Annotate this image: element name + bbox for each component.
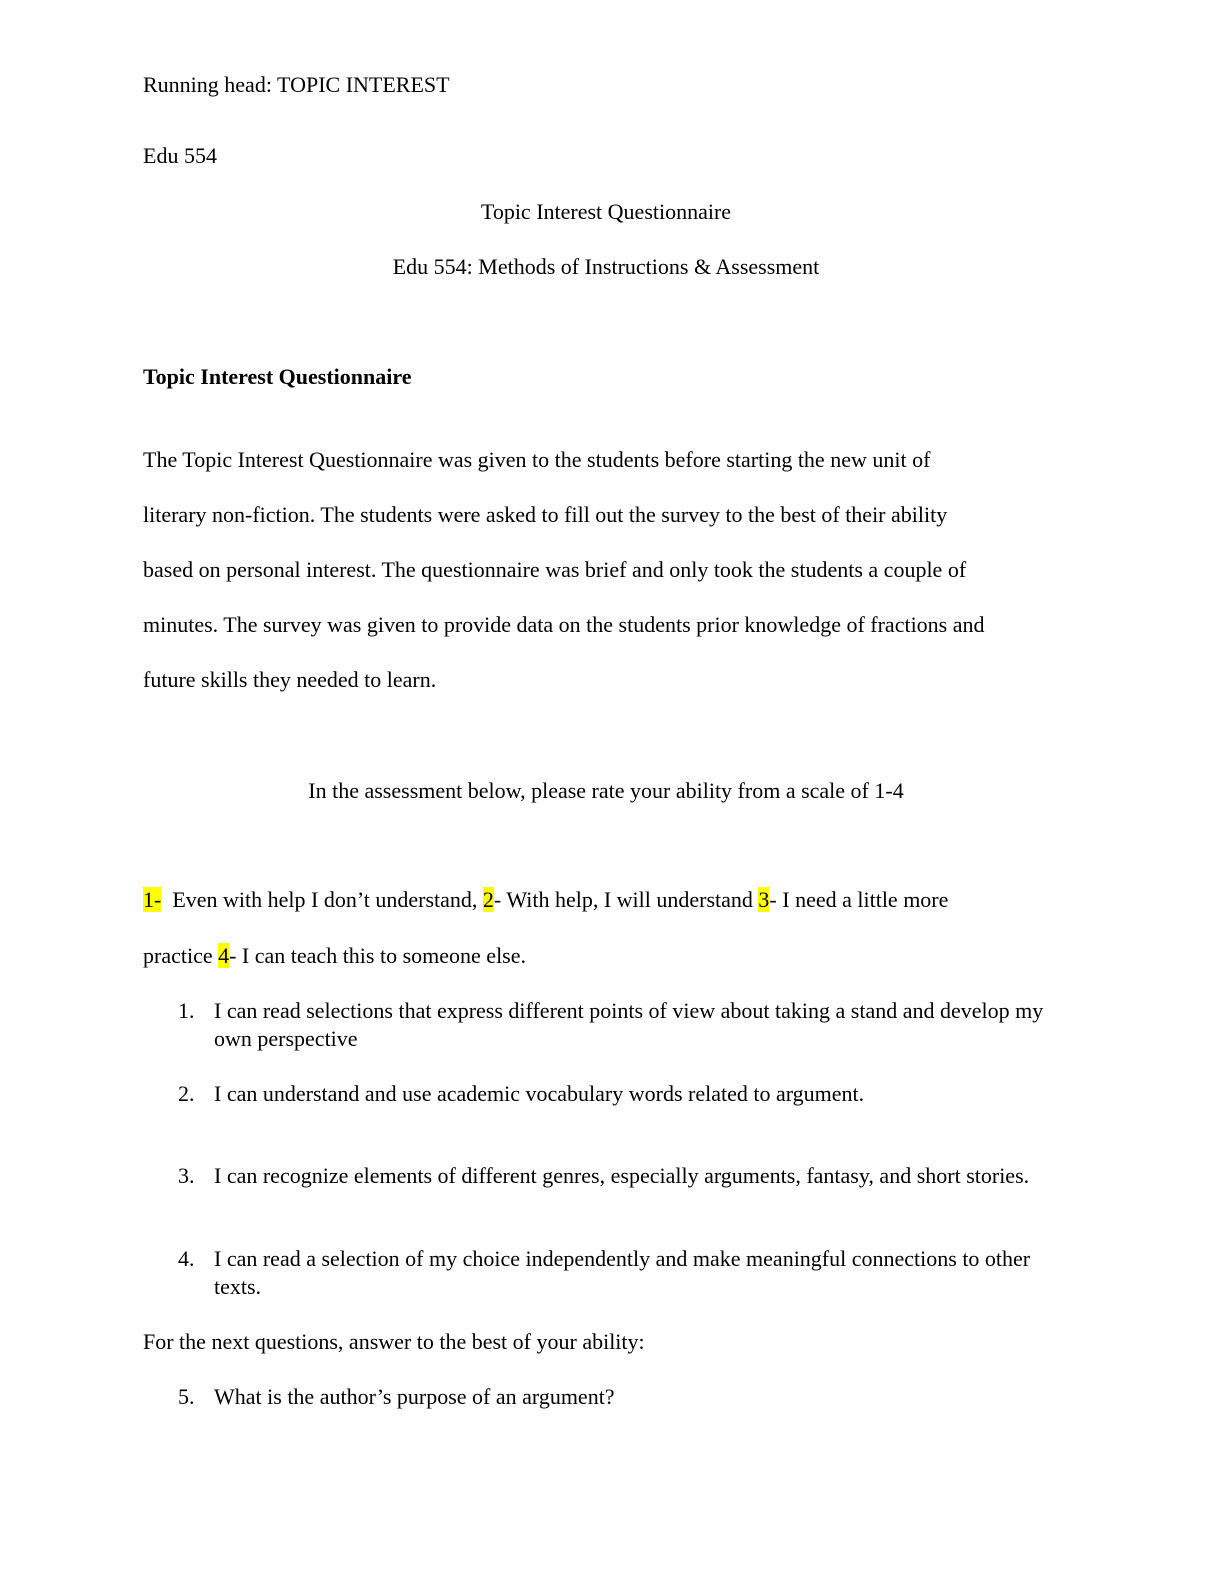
paragraph-line: literary non-fiction. The students were asked to fill out the survey to the best of their ability [143, 502, 948, 527]
document-title: Topic Interest Questionnaire [480, 199, 732, 224]
list-item: 1. I can read selections that express different points of view about taking a stand and develop my own perspective [178, 998, 1044, 1051]
section-heading: Topic Interest Questionnaire [143, 364, 412, 389]
list-item: 3. I can recognize elements of different genres, especially arguments, fantasy, and short stories. [178, 1163, 1030, 1188]
scale-legend-line-1: 1- Even with help I don’t understand, 2- With help, I will understand 3- I need a little more [143, 887, 949, 912]
instruction-text: In the assessment below, please rate your ability from a scale of 1-4 [308, 778, 904, 803]
paragraph-line: based on personal interest. The questionnaire was brief and only took the students a couple of [143, 557, 967, 582]
document-subtitle: Edu 554: Methods of Instructions & Assessment [392, 254, 820, 279]
paragraph-line: future skills they needed to learn. [143, 667, 437, 692]
next-questions-intro: For the next questions, answer to the best of your ability: [143, 1329, 645, 1354]
list-item: 2. I can understand and use academic vocabulary words related to argument. [178, 1081, 865, 1106]
scale-number-3: 3 [758, 887, 770, 912]
scale-number-1: 1- [143, 887, 162, 912]
paragraph-line: The Topic Interest Questionnaire was given to the students before starting the new unit of [143, 447, 931, 472]
list-item: 4. I can read a selection of my choice independently and make meaningful connections to other texts. [178, 1246, 1031, 1299]
scale-number-4: 4 [218, 943, 230, 968]
running-head: Running head: TOPIC INTEREST [143, 72, 450, 97]
scale-legend-line-2: practice 4- I can teach this to someone else. [143, 943, 527, 968]
list-item: 5. What is the author’s purpose of an argument? [178, 1384, 615, 1409]
course-line: Edu 554 [143, 143, 217, 168]
paragraph-line: minutes. The survey was given to provide data on the students prior knowledge of fractions and [143, 612, 985, 637]
scale-number-2: 2 [482, 887, 494, 912]
